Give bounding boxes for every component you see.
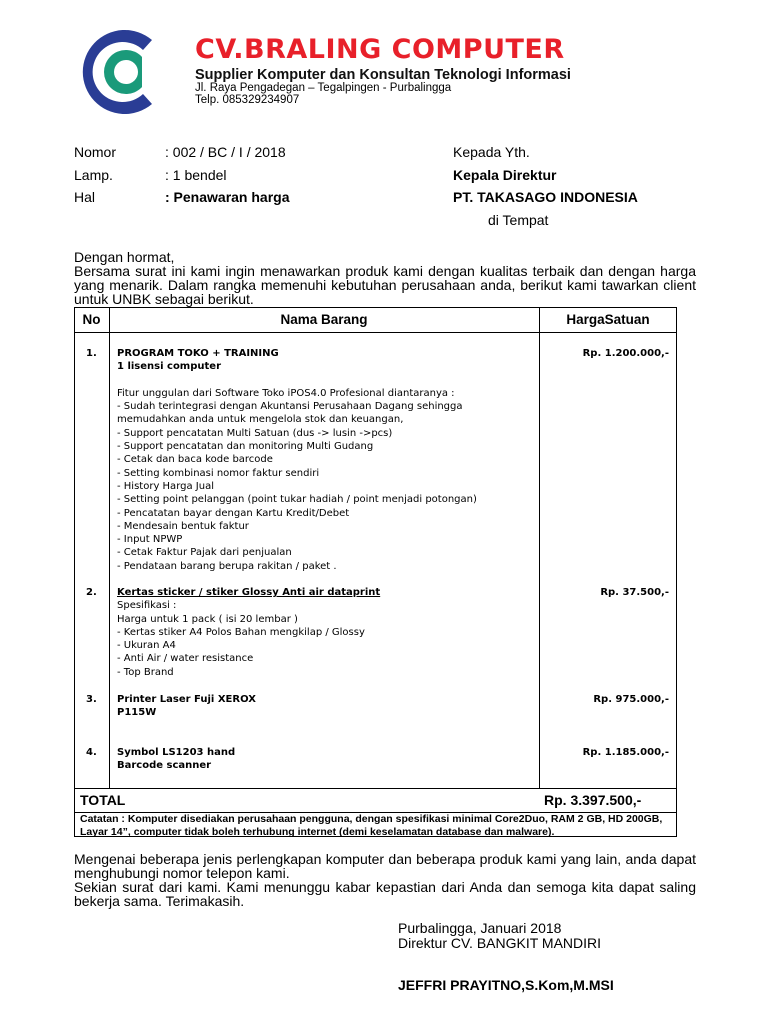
header-no: No <box>82 312 101 327</box>
signature-name: JEFFRI PRAYITNO,S.Kom,M.MSI <box>398 977 614 993</box>
row-2-no: 2. <box>86 587 97 598</box>
total-value: Rp. 3.397.500,- <box>544 792 642 808</box>
row-1-line: - Support pencatatan Multi Satuan (dus -> lusin ->pcs) <box>117 427 393 439</box>
hal-value: : Penawaran harga <box>165 189 290 205</box>
hal-label: Hal <box>74 189 96 205</box>
row-1-line: - Sudah terintegrasi dengan Akuntansi Perusahaan Dagang sehingga <box>117 401 463 413</box>
company-name: CV.BRALING COMPUTER <box>195 34 565 65</box>
row-4-description <box>117 746 537 773</box>
intro-section <box>74 250 696 306</box>
table-note: Catatan : Komputer disediakan perusahaan pengguna, dengan spesifikasi minimal Core2Duo, RAM 2 GB, HD 200GB, Layar 14”, computer tidak boleh terhubung internet (demi keselamatan database dan malware). <box>80 813 663 838</box>
company-tagline: Supplier Komputer dan Konsultan Teknologi Informasi <box>195 67 571 83</box>
item-table <box>74 307 677 837</box>
row-1-line: 1 lisensi computer <box>117 361 221 373</box>
recipient-company: PT. TAKASAGO INDONESIA <box>453 189 638 205</box>
closing-paragraph-2: Sekian surat dari kami. Kami menunggu kabar kepastian dari Anda dan semoga kita dapat saling bekerja sama. Terimakasih. <box>74 879 696 909</box>
row-2-line: Harga untuk 1 pack ( isi 20 lembar ) <box>117 613 298 625</box>
row-2-line: - Anti Air / water resistance <box>117 653 254 665</box>
row-1-line: PROGRAM TOKO + TRAINING <box>117 348 279 359</box>
row-4-no: 4. <box>86 747 97 758</box>
row-2-line: - Ukuran A4 <box>117 640 176 652</box>
salutation: Dengan hormat, <box>74 249 175 265</box>
row-3-description <box>117 693 537 720</box>
closing-paragraph-1: Mengenai beberapa jenis perlengkapan komputer dan beberapa produk kami yang lain, anda dapat menghubungi nomor telepon kami. <box>74 851 696 881</box>
row-3-price: Rp. 975.000,- <box>593 694 669 705</box>
intro-body: Bersama surat ini kami ingin menawarkan produk kami dengan kualitas terbaik dan dengan harga yang menarik. Dalam rangka memenuhi kebutuhan perusahaan anda, berikut kami tawarkan client untuk UNBK sebagai berikut. <box>74 263 696 307</box>
header-price: HargaSatuan <box>566 312 650 327</box>
row-2-line: - Top Brand <box>117 666 174 678</box>
row-3-line: P115W <box>117 707 157 719</box>
company-phone: Telp. 085329234907 <box>195 94 300 106</box>
closing-section <box>74 852 696 908</box>
row-1-line: - Input NPWP <box>117 534 183 546</box>
recipient-place: di Tempat <box>488 212 549 228</box>
row-1-line: - Pencatatan bayar dengan Kartu Kredit/Debet <box>117 507 350 519</box>
lamp-value: : 1 bendel <box>165 167 227 183</box>
company-logo <box>82 26 170 118</box>
row-1-line: - Setting kombinasi nomor faktur sendiri <box>117 467 320 479</box>
signature-place-date: Purbalingga, Januari 2018 <box>398 920 562 936</box>
nomor-label: Nomor <box>74 144 117 160</box>
row-2-line: - Kertas stiker A4 Polos Bahan mengkilap / Glossy <box>117 626 365 638</box>
row-1-description <box>117 347 537 573</box>
company-address: Jl. Raya Pengadegan – Tegalpingen - Purbalingga <box>195 82 452 94</box>
row-1-line: - Pendataan barang berupa rakitan / paket . <box>117 560 337 572</box>
row-1-no: 1. <box>86 348 97 359</box>
row-1-line: - Setting point pelanggan (point tukar hadiah / point menjadi potongan) <box>117 494 477 506</box>
recipient-greeting: Kepada Yth. <box>453 144 530 160</box>
row-1-price: Rp. 1.200.000,- <box>582 348 669 359</box>
row-1-line: - Mendesain bentuk faktur <box>117 520 249 532</box>
row-2-price: Rp. 37.500,- <box>600 587 669 598</box>
row-1-line: memudahkan anda untuk mengelola stok dan keuangan, <box>117 414 404 426</box>
row-4-line: Barcode scanner <box>117 760 212 772</box>
row-2-description <box>117 586 537 679</box>
row-1-line: - Cetak Faktur Pajak dari penjualan <box>117 547 292 559</box>
row-3-line: Printer Laser Fuji XEROX <box>117 694 256 705</box>
lamp-label: Lamp. <box>74 167 113 183</box>
row-3-no: 3. <box>86 694 97 705</box>
row-1-line: Fitur unggulan dari Software Toko iPOS4.0 Profesional diantaranya : <box>117 387 455 399</box>
row-2-line: Spesifikasi : <box>117 600 177 612</box>
row-2-line: Kertas sticker / stiker Glossy Anti air dataprint <box>117 587 381 598</box>
nomor-value: : 002 / BC / I / 2018 <box>165 144 286 160</box>
recipient-title: Kepala Direktur <box>453 167 557 183</box>
row-1-line: - Cetak dan baca kode barcode <box>117 454 273 466</box>
total-label: TOTAL <box>80 792 126 808</box>
row-1-line: - History Harga Jual <box>117 480 214 492</box>
header-item: Nama Barang <box>280 312 368 327</box>
row-4-price: Rp. 1.185.000,- <box>582 747 669 758</box>
signature-position: Direktur CV. BANGKIT MANDIRI <box>398 935 602 951</box>
row-4-line: Symbol LS1203 hand <box>117 747 236 758</box>
row-1-line: - Support pencatatan dan monitoring Multi Gudang <box>117 441 374 453</box>
